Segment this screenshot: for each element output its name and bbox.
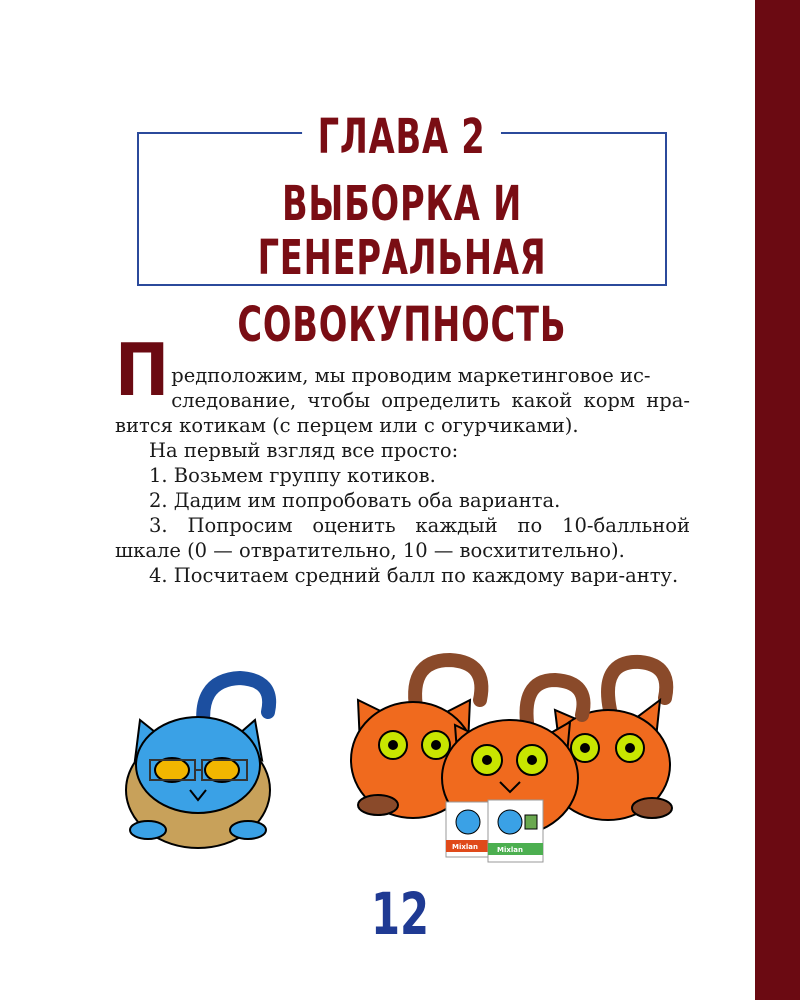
chapter-number: ГЛАВА 2: [302, 110, 501, 164]
chapter-heading: [137, 108, 667, 365]
list-item-2: 2. Дадим им попробовать оба варианта.: [149, 489, 561, 512]
side-bar: [755, 0, 800, 1000]
drop-cap: П: [115, 328, 170, 412]
paragraph-lead: На первый взгляд все просто:: [149, 439, 459, 462]
list-item-3: 3. Попросим оценить каждый по 10-балльной шкале (0 — отвратительно, 10 — восхитительно).: [115, 514, 690, 562]
paragraph-intro: [115, 328, 690, 412]
intro-line1: редположим, мы проводим маркетинговое ис-: [171, 364, 651, 387]
cats-illustration: [0, 640, 755, 880]
food-pack-green: [488, 800, 543, 862]
body-text: [115, 328, 690, 588]
pack-label-right: Mixlan: [497, 846, 523, 854]
page-number: 12: [370, 880, 430, 948]
chapter-title-line2: СОВОКУПНОСТЬ: [237, 297, 567, 353]
list-item-1: 1. Возьмем группу котиков.: [149, 464, 436, 487]
pack-label-left: Mixlan: [452, 843, 478, 851]
intro-rest: следование, чтобы определить какой корм нра-вится котикам (с перцем или с огурчиками).: [115, 389, 690, 437]
food-pack-red: [446, 802, 494, 857]
list-item-4: 4. Посчитаем средний балл по каждому вари-анту.: [149, 564, 679, 587]
blue-cat-illustration: [126, 678, 270, 848]
chapter-title-line1: ВЫБОРКА И ГЕНЕРАЛЬНАЯ: [257, 176, 547, 286]
